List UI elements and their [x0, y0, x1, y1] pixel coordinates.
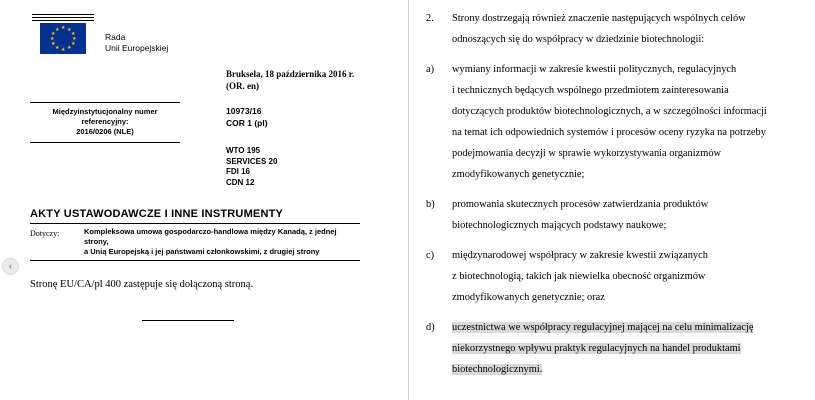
document-metadata [30, 68, 390, 186]
subject-code-3: CDN 12 [226, 177, 255, 187]
subject-block [30, 227, 360, 261]
place-date-line: Bruksela, 18 października 2016 r. [226, 69, 355, 79]
document-number [226, 106, 268, 129]
clause-line [452, 359, 792, 380]
council-title [105, 14, 168, 54]
highlight-span: biotechnologicznymi. [452, 364, 543, 375]
scroll-left-button[interactable]: ‹ [2, 258, 19, 275]
clause-c [426, 245, 792, 308]
clause-2 [426, 8, 792, 50]
council-title-line1: Rada [105, 32, 126, 42]
subject-codes [226, 146, 277, 188]
subject-value [84, 227, 360, 257]
eu-flag-icon: ★ ★ ★ ★ ★ ★ ★ ★ ★ ★ ★ ★ [40, 23, 86, 54]
clause-text [452, 245, 792, 308]
subject-value-line2: a Unią Europejską i jej państwami członkowskimi, z drugiej strony [84, 247, 320, 256]
interinstitutional-label-line1: Międzyinstytucjonalny numer [52, 107, 158, 116]
document-number-line2: COR 1 (pl) [226, 117, 268, 128]
clause-line: promowania skutecznych procesów zatwierdzania produktów [452, 199, 709, 210]
interinstitutional-value: 2016/0206 (NLE) [76, 127, 134, 136]
clause-marker: a) [426, 64, 435, 75]
clause-line: podejmowania decyzji w sprawie wykorzystywania organizmów [452, 148, 722, 159]
interinstitutional-label-line2: referencyjny: [81, 117, 129, 126]
clause-line: wymiany informacji w zakresie kwestii politycznych, regulacyjnych [452, 64, 737, 75]
subject-code-0: WTO 195 [226, 146, 261, 155]
clause-line [452, 338, 792, 359]
clause-marker: c) [426, 250, 435, 261]
clause-marker: b) [426, 199, 435, 210]
clause-line: dotyczących produktów biotechnologicznych, a w szczególności informacji [452, 106, 767, 117]
subject-code-1: SERVICES 20 [226, 156, 278, 166]
eu-emblem [30, 14, 96, 54]
subject-code-2: FDI 16 [226, 167, 251, 176]
clause-line: odnoszących się do współpracy w dziedzinie biotechnologii: [452, 34, 705, 45]
council-header [30, 14, 390, 54]
highlight-span: niekorzystnego wpływu praktyk regulacyjnych na handel produktami [452, 343, 741, 354]
clause-line: i technicznych będących wspólnego przedmiotem zainteresowania [452, 85, 729, 96]
clause-text [452, 194, 792, 236]
clause-line: biotechnologicznych mających podstawy naukowe; [452, 220, 667, 231]
interinstitutional-file [30, 102, 180, 143]
clause-text [452, 59, 792, 185]
clause-marker: 2. [426, 13, 434, 24]
place-and-date [226, 68, 354, 92]
horizontal-rule [142, 320, 234, 321]
original-language-line: (OR. en) [226, 81, 259, 91]
clause-text [452, 8, 792, 50]
clause-d [426, 317, 792, 380]
clause-line: Strony dostrzegają również znaczenie następujących wspólnych celów [452, 13, 746, 24]
clause-line: na temat ich odpowiednich systemów i procesów oceny ryzyka na potrzeby [452, 127, 766, 138]
clause-line: z biotechnologią, takich jak niewielka obecność organizmów [452, 271, 706, 282]
document-page-right [408, 0, 814, 400]
subject-value-line1: Kompleksowa umowa gospodarczo-handlowa między Kanadą, z jednej strony, [84, 227, 337, 246]
subject-label: Dotyczy: [30, 229, 60, 238]
highlight-span: uczestnictwa we współpracy regulacyjnej mającej na celu minimalizację [452, 322, 754, 333]
document-number-line1: 10973/16 [226, 106, 262, 116]
clause-a [426, 59, 792, 185]
clause-line: międzynarodowej współpracy w zakresie kwestii związanych [452, 250, 708, 261]
emblem-rule-lines [32, 14, 94, 21]
clause-line: zmodyfikowanych genetycznie; [452, 169, 585, 180]
clause-b [426, 194, 792, 236]
acts-heading: AKTY USTAWODAWCZE I INNE INSTRUMENTY [30, 208, 360, 224]
clause-text-highlighted [452, 317, 792, 380]
clause-line [452, 317, 792, 338]
replacement-note: Stronę EU/CA/pl 400 zastępuje się dołączoną stroną. [30, 279, 254, 290]
clause-marker: d) [426, 322, 435, 333]
council-title-line2: Unii Europejskiej [105, 43, 169, 53]
clause-line: zmodyfikowanych genetycznie; oraz [452, 292, 605, 303]
